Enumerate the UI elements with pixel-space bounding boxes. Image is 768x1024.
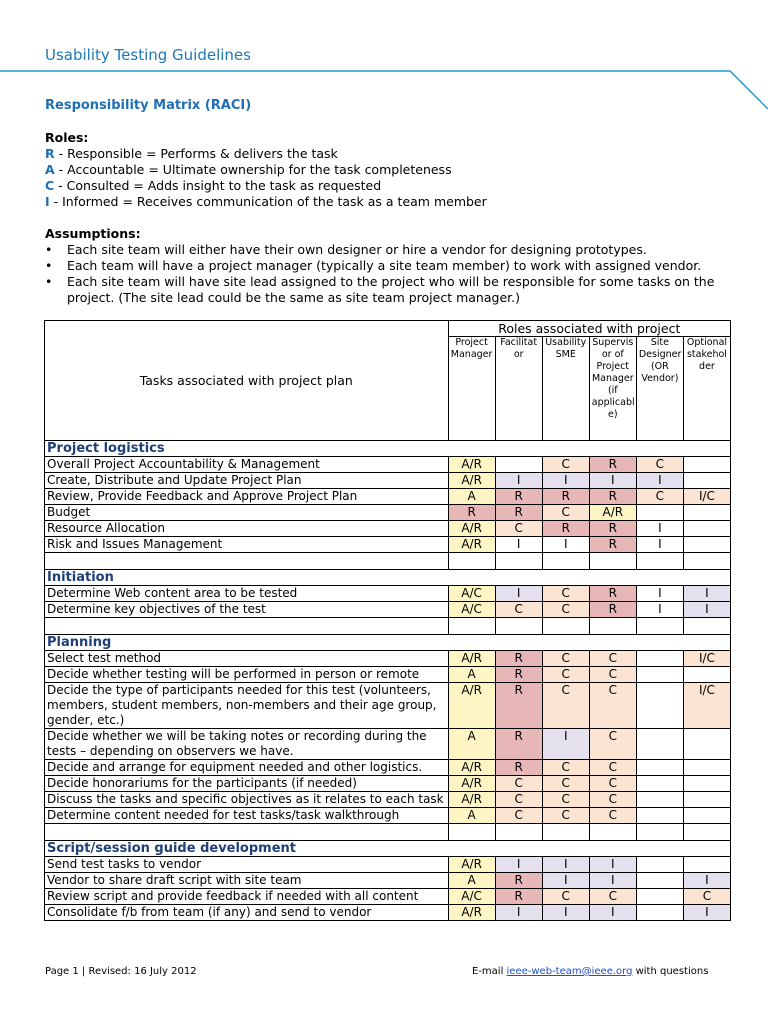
task-row [45,473,731,489]
task-name: Decide whether testing will be performed in person or remote [45,667,449,683]
raci-cell: I [636,473,683,489]
raci-cell: R [589,457,636,473]
raci-cell: I [683,873,730,889]
raci-cell: A/R [448,857,495,873]
task-row [45,667,731,683]
roles-header: Roles associated with project [448,321,730,337]
empty-cell [495,618,542,635]
raci-cell [636,889,683,905]
raci-cell: R [589,489,636,505]
task-name: Budget [45,505,449,521]
raci-cell: C [542,651,589,667]
raci-cell: C [589,760,636,776]
raci-cell: C [589,667,636,683]
raci-cell [636,729,683,760]
task-name: Risk and Issues Management [45,537,449,553]
raci-cell: C [636,457,683,473]
task-row [45,602,731,618]
raci-cell: C [542,667,589,683]
raci-cell: I [495,905,542,921]
raci-cell [636,667,683,683]
raci-cell: I [495,586,542,602]
assumptions-list [45,242,735,306]
raci-cell: I [683,586,730,602]
raci-cell: I [636,521,683,537]
raci-cell: I/C [683,683,730,729]
empty-cell [636,618,683,635]
task-name: Select test method [45,651,449,667]
empty-cell [683,824,730,841]
raci-cell: C [589,683,636,729]
raci-cell [636,808,683,824]
section-row [45,441,731,457]
role-column-header: Supervis or of Project Manager (if applicabl e) [589,337,636,441]
raci-cell: R [495,667,542,683]
raci-cell: A [448,667,495,683]
raci-cell [636,857,683,873]
section-title: Project logistics [45,441,731,457]
raci-cell: R [495,651,542,667]
assumption-item: • Each site team will have site lead assigned to the project who will be responsible for some tasks on the project. (The site lead could be the same as site team project manager.) [45,274,735,306]
role-description: - Informed = Receives communication of the task as a team member [49,194,487,209]
task-name: Decide and arrange for equipment needed and other logistics. [45,760,449,776]
role-column-header: Project Manager [448,337,495,441]
raci-cell: C [542,505,589,521]
assumption-item: • Each team will have a project manager (typically a site team member) to work with assigned vendor. [45,258,735,274]
raci-cell: A/R [589,505,636,521]
raci-cell [683,760,730,776]
raci-cell: I/C [683,651,730,667]
raci-cell: R [495,889,542,905]
raci-cell: R [589,537,636,553]
role-column-header: Site Designer (OR Vendor) [636,337,683,441]
role-definition [45,194,735,210]
raci-cell [636,651,683,667]
task-row [45,760,731,776]
raci-cell: I [636,586,683,602]
task-name: Decide whether we will be taking notes or recording during the tests – depending on observers we have. [45,729,449,760]
raci-cell: C [495,792,542,808]
raci-cell: C [542,808,589,824]
raci-cell [636,683,683,729]
raci-cell: R [495,683,542,729]
raci-cell: A/C [448,586,495,602]
raci-cell: A/R [448,651,495,667]
raci-cell: I [542,857,589,873]
raci-cell [636,905,683,921]
spacer-row [45,618,731,635]
task-row [45,729,731,760]
raci-cell: I [589,905,636,921]
empty-cell [589,824,636,841]
raci-cell: R [495,489,542,505]
raci-cell [636,776,683,792]
role-letter: R [45,146,55,161]
raci-cell: C [589,889,636,905]
roles-list [45,146,735,210]
task-row [45,776,731,792]
task-name: Vendor to share draft script with site team [45,873,449,889]
task-row [45,457,731,473]
raci-cell: C [683,889,730,905]
footer-email-suffix: with questions [632,966,709,977]
raci-cell: A [448,729,495,760]
raci-cell: C [542,683,589,729]
empty-cell [448,553,495,570]
raci-cell: R [589,586,636,602]
task-row [45,683,731,729]
raci-cell: C [542,792,589,808]
raci-cell: I [542,873,589,889]
raci-cell [636,760,683,776]
empty-cell [589,618,636,635]
section-row [45,841,731,857]
raci-cell: C [495,521,542,537]
raci-cell: A/C [448,889,495,905]
raci-cell: C [589,776,636,792]
raci-cell: I [636,537,683,553]
spacer-row [45,824,731,841]
raci-cell: R [495,760,542,776]
task-row [45,808,731,824]
raci-cell: C [542,889,589,905]
raci-cell: R [542,489,589,505]
raci-cell [683,537,730,553]
raci-cell: I [683,905,730,921]
section-title: Script/session guide development [45,841,731,857]
raci-cell: C [589,729,636,760]
spacer-row [45,553,731,570]
role-letter: A [45,162,55,177]
section-row [45,570,731,586]
role-letter: C [45,178,55,193]
task-row [45,873,731,889]
empty-cell [542,553,589,570]
empty-cell [542,618,589,635]
role-description: - Responsible = Performs & delivers the task [54,146,338,161]
raci-cell: A/R [448,792,495,808]
empty-cell [542,824,589,841]
empty-cell [589,553,636,570]
raci-cell: C [542,457,589,473]
raci-cell: C [495,602,542,618]
raci-cell: A/R [448,473,495,489]
task-name: Overall Project Accountability & Management [45,457,449,473]
role-column-header: Usability SME [542,337,589,441]
raci-cell [683,729,730,760]
raci-cell: R [495,873,542,889]
task-name: Decide the type of participants needed for this test (volunteers, members, student members, non-members and their age group, gender, etc.) [45,683,449,729]
raci-cell: C [589,792,636,808]
raci-cell: I [542,729,589,760]
empty-cell [636,553,683,570]
raci-cell: C [542,586,589,602]
empty-cell [683,618,730,635]
raci-cell: C [589,808,636,824]
raci-cell: I [589,857,636,873]
task-name: Review script and provide feedback if needed with all content [45,889,449,905]
section-title: Initiation [45,570,731,586]
task-name: Send test tasks to vendor [45,857,449,873]
empty-cell [448,618,495,635]
footer-email-link[interactable]: ieee-web-team@ieee.org [506,966,633,977]
section-title: Planning [45,635,731,651]
role-definition [45,146,735,162]
task-name: Resource Allocation [45,521,449,537]
raci-cell: C [542,760,589,776]
raci-cell: R [495,729,542,760]
role-description: - Consulted = Adds insight to the task as requested [54,178,382,193]
task-name: Discuss the tasks and specific objectives as it relates to each task [45,792,449,808]
role-definition [45,162,735,178]
roles-heading: Roles: [45,130,89,145]
raci-cell [683,457,730,473]
raci-cell: A/R [448,521,495,537]
task-row [45,792,731,808]
raci-cell: I [589,873,636,889]
raci-cell [636,505,683,521]
raci-cell: A [448,808,495,824]
raci-cell: A/C [448,602,495,618]
raci-cell: R [448,505,495,521]
task-row [45,505,731,521]
empty-cell [45,824,449,841]
raci-cell: R [589,602,636,618]
task-row [45,521,731,537]
intro-section [45,98,735,306]
footer-contact [472,966,708,977]
role-definition [45,178,735,194]
raci-cell [636,873,683,889]
raci-cell [683,667,730,683]
assumptions-heading: Assumptions: [45,226,141,241]
raci-cell: R [542,521,589,537]
raci-cell: I [495,857,542,873]
raci-cell: I [495,473,542,489]
raci-cell: A/R [448,776,495,792]
task-row [45,889,731,905]
empty-cell [495,553,542,570]
raci-cell [683,505,730,521]
section-row [45,635,731,651]
raci-cell [683,521,730,537]
raci-cell: R [589,521,636,537]
role-column-header: Facilitat or [495,337,542,441]
tasks-header: Tasks associated with project plan [45,321,449,441]
role-column-header: Optional stakehol der [683,337,730,441]
raci-cell: I [589,473,636,489]
task-row [45,537,731,553]
raci-cell: C [636,489,683,505]
empty-cell [45,553,449,570]
footer-page-info: Page 1 | Revised: 16 July 2012 [45,966,197,977]
raci-cell: C [542,602,589,618]
raci-cell [683,792,730,808]
raci-cell: I [542,905,589,921]
raci-cell: C [495,808,542,824]
empty-cell [683,553,730,570]
empty-cell [636,824,683,841]
raci-cell: I [542,473,589,489]
task-row [45,905,731,921]
raci-cell: A/R [448,905,495,921]
task-name: Review, Provide Feedback and Approve Project Plan [45,489,449,505]
task-name: Determine key objectives of the test [45,602,449,618]
empty-cell [45,618,449,635]
raci-cell [683,808,730,824]
raci-cell [495,457,542,473]
raci-cell: C [589,651,636,667]
raci-cell: A/R [448,683,495,729]
empty-cell [495,824,542,841]
task-name: Determine content needed for test tasks/task walkthrough [45,808,449,824]
raci-cell: I/C [683,489,730,505]
raci-cell: A [448,873,495,889]
task-name: Consolidate f/b from team (if any) and send to vendor [45,905,449,921]
raci-cell: I [495,537,542,553]
raci-cell: A/R [448,760,495,776]
raci-cell [636,792,683,808]
raci-cell: C [542,776,589,792]
raci-cell [683,473,730,489]
raci-cell [683,776,730,792]
raci-cell: R [495,505,542,521]
raci-table [44,320,731,921]
footer-email-prefix: E-mail [472,966,507,977]
task-name: Determine Web content area to be tested [45,586,449,602]
task-row [45,489,731,505]
role-letter: I [45,194,50,209]
raci-cell: A [448,489,495,505]
raci-cell [683,857,730,873]
role-description: - Accountable = Ultimate ownership for the task completeness [54,162,452,177]
raci-cell: I [542,537,589,553]
task-name: Create, Distribute and Update Project Plan [45,473,449,489]
task-row [45,857,731,873]
raci-cell: A/R [448,457,495,473]
raci-cell: I [636,602,683,618]
assumption-item: • Each site team will either have their own designer or hire a vendor for designing prototypes. [45,242,735,258]
document-title: Usability Testing Guidelines [45,46,251,64]
raci-cell: A/R [448,537,495,553]
task-name: Decide honorariums for the participants (if needed) [45,776,449,792]
task-row [45,586,731,602]
raci-cell: C [495,776,542,792]
empty-cell [448,824,495,841]
raci-cell: I [683,602,730,618]
matrix-title: Responsibility Matrix (RACI) [45,98,252,113]
task-row [45,651,731,667]
